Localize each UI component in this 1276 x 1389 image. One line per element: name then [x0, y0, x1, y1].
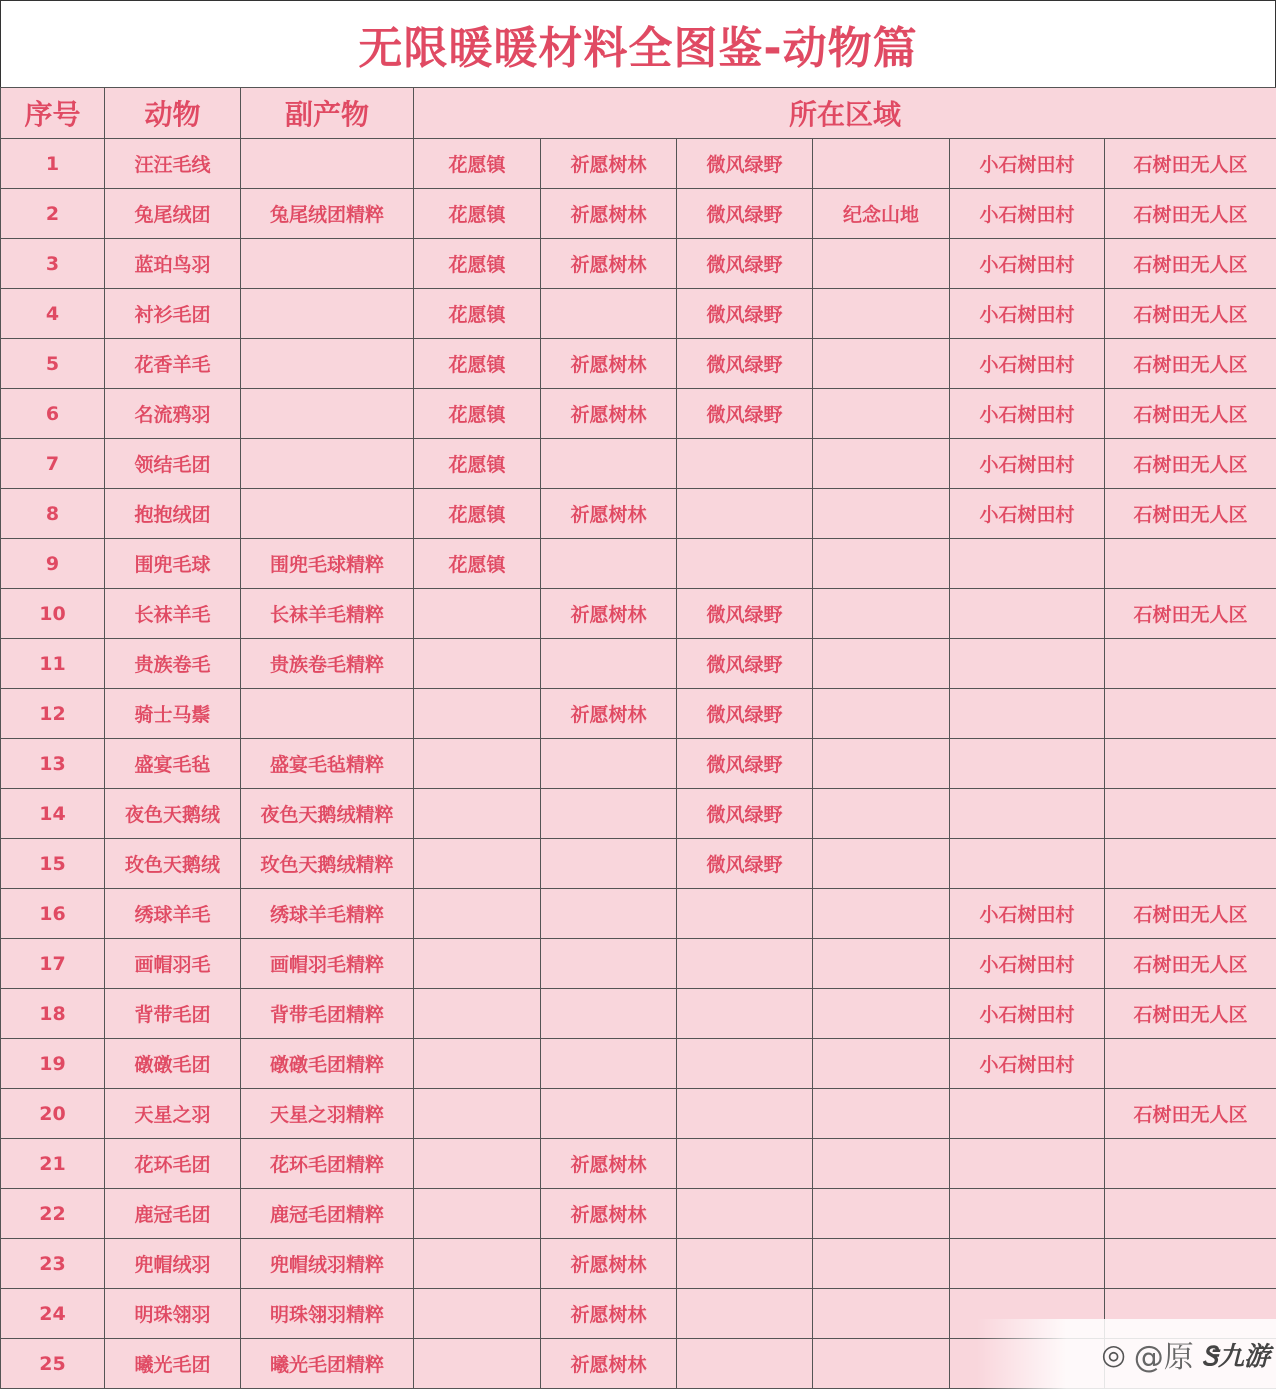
cell-region: [1105, 639, 1276, 689]
cell-region: [950, 589, 1105, 639]
cell-region: 石树田无人区: [1105, 339, 1276, 389]
cell-byproduct: [241, 389, 414, 439]
cell-region: 小石树田村: [950, 139, 1105, 189]
cell-region: [541, 789, 677, 839]
cell-index: 2: [1, 189, 105, 239]
cell-region: [813, 1339, 950, 1389]
cell-byproduct: [241, 339, 414, 389]
cell-region: 小石树田村: [950, 939, 1105, 989]
cell-index: 17: [1, 939, 105, 989]
cell-region: [1105, 739, 1276, 789]
cell-index: 9: [1, 539, 105, 589]
cell-byproduct: 曦光毛团精粹: [241, 1339, 414, 1389]
cell-region: 祈愿树林: [541, 1189, 677, 1239]
cell-region: [414, 1139, 541, 1189]
header-animal: 动物: [105, 88, 241, 139]
cell-byproduct: 画帽羽毛精粹: [241, 939, 414, 989]
cell-region: [950, 839, 1105, 889]
cell-region: [813, 439, 950, 489]
cell-region: [677, 889, 813, 939]
cell-region: 花愿镇: [414, 289, 541, 339]
cell-region: [813, 289, 950, 339]
cell-region: [950, 1189, 1105, 1239]
cell-region: 微风绿野: [677, 789, 813, 839]
cell-region: [813, 639, 950, 689]
cell-region: [813, 1089, 950, 1139]
cell-region: 花愿镇: [414, 189, 541, 239]
cell-region: 花愿镇: [414, 139, 541, 189]
cell-region: [813, 839, 950, 889]
cell-region: [813, 1189, 950, 1239]
cell-index: 5: [1, 339, 105, 389]
cell-region: [813, 339, 950, 389]
cell-byproduct: [241, 439, 414, 489]
cell-region: 祈愿树林: [541, 689, 677, 739]
cell-region: 石树田无人区: [1105, 439, 1276, 489]
cell-index: 3: [1, 239, 105, 289]
cell-region: 微风绿野: [677, 839, 813, 889]
watermark: [976, 1319, 1276, 1389]
cell-animal: 花香羊毛: [105, 339, 241, 389]
table-row: [1, 1039, 1276, 1089]
materials-table: [0, 87, 1276, 1389]
cell-region: [414, 839, 541, 889]
cell-index: 12: [1, 689, 105, 739]
cell-animal: 衬衫毛团: [105, 289, 241, 339]
cell-region: [414, 739, 541, 789]
cell-region: [677, 989, 813, 1039]
table-row: [1, 1189, 1276, 1239]
table-row: [1, 439, 1276, 489]
cell-region: 石树田无人区: [1105, 289, 1276, 339]
cell-byproduct: 鹿冠毛团精粹: [241, 1189, 414, 1239]
cell-byproduct: 盛宴毛毡精粹: [241, 739, 414, 789]
cell-region: [541, 1089, 677, 1139]
cell-index: 1: [1, 139, 105, 189]
cell-byproduct: 玫色天鹅绒精粹: [241, 839, 414, 889]
cell-region: 花愿镇: [414, 339, 541, 389]
cell-region: [414, 589, 541, 639]
cell-animal: 骑士马鬃: [105, 689, 241, 739]
table-row: [1, 539, 1276, 589]
cell-region: [414, 1239, 541, 1289]
cell-index: 21: [1, 1139, 105, 1189]
cell-animal: 花环毛团: [105, 1139, 241, 1189]
cell-index: 16: [1, 889, 105, 939]
cell-animal: 明珠翎羽: [105, 1289, 241, 1339]
cell-index: 25: [1, 1339, 105, 1389]
table-row: [1, 389, 1276, 439]
cell-index: 14: [1, 789, 105, 839]
cell-region: 石树田无人区: [1105, 889, 1276, 939]
cell-region: 祈愿树林: [541, 389, 677, 439]
watermark-logo: Ꮥ九游: [1201, 1341, 1270, 1372]
cell-region: [414, 1089, 541, 1139]
cell-region: [1105, 1039, 1276, 1089]
cell-index: 24: [1, 1289, 105, 1339]
cell-region: [414, 1289, 541, 1339]
table-row: [1, 989, 1276, 1039]
cell-index: 6: [1, 389, 105, 439]
cell-region: 小石树田村: [950, 389, 1105, 439]
cell-animal: 领结毛团: [105, 439, 241, 489]
cell-region: [677, 1089, 813, 1139]
cell-animal: 贵族卷毛: [105, 639, 241, 689]
cell-region: 微风绿野: [677, 689, 813, 739]
cell-region: [414, 689, 541, 739]
cell-region: 祈愿树林: [541, 239, 677, 289]
cell-index: 11: [1, 639, 105, 689]
cell-region: [414, 1189, 541, 1239]
cell-region: [813, 989, 950, 1039]
cell-index: 23: [1, 1239, 105, 1289]
cell-region: [677, 939, 813, 989]
cell-region: 花愿镇: [414, 539, 541, 589]
table-row: [1, 589, 1276, 639]
cell-region: [677, 1289, 813, 1339]
weibo-icon: ◎: [1101, 1337, 1126, 1371]
cell-region: 石树田无人区: [1105, 989, 1276, 1039]
cell-byproduct: 天星之羽精粹: [241, 1089, 414, 1139]
cell-animal: 背带毛团: [105, 989, 241, 1039]
page-title: 无限暖暖材料全图鉴-动物篇: [358, 23, 918, 74]
cell-index: 15: [1, 839, 105, 889]
cell-region: 花愿镇: [414, 489, 541, 539]
table-row: [1, 239, 1276, 289]
cell-region: [813, 939, 950, 989]
table-row: [1, 639, 1276, 689]
table-row: [1, 1239, 1276, 1289]
cell-region: 石树田无人区: [1105, 239, 1276, 289]
cell-region: [813, 489, 950, 539]
cell-region: [1105, 1239, 1276, 1289]
table-row: [1, 739, 1276, 789]
cell-index: 8: [1, 489, 105, 539]
cell-byproduct: [241, 289, 414, 339]
cell-region: 小石树田村: [950, 889, 1105, 939]
cell-region: [813, 689, 950, 739]
cell-index: 4: [1, 289, 105, 339]
cell-region: [813, 1289, 950, 1339]
cell-region: [950, 739, 1105, 789]
cell-region: [813, 589, 950, 639]
cell-animal: 盛宴毛毡: [105, 739, 241, 789]
cell-region: [541, 989, 677, 1039]
cell-animal: 玫色天鹅绒: [105, 839, 241, 889]
table-row: [1, 689, 1276, 739]
cell-byproduct: 明珠翎羽精粹: [241, 1289, 414, 1339]
cell-region: 小石树田村: [950, 289, 1105, 339]
table-row: [1, 939, 1276, 989]
table-row: [1, 139, 1276, 189]
cell-region: 微风绿野: [677, 739, 813, 789]
cell-region: [541, 739, 677, 789]
cell-region: [813, 789, 950, 839]
cell-region: [414, 639, 541, 689]
table-row: [1, 839, 1276, 889]
cell-region: [414, 789, 541, 839]
cell-byproduct: 花环毛团精粹: [241, 1139, 414, 1189]
cell-region: [541, 289, 677, 339]
cell-animal: 抱抱绒团: [105, 489, 241, 539]
cell-region: [1105, 539, 1276, 589]
cell-region: [813, 139, 950, 189]
cell-region: 祈愿树林: [541, 1339, 677, 1389]
cell-animal: 汪汪毛线: [105, 139, 241, 189]
table-row: [1, 1139, 1276, 1189]
cell-animal: 画帽羽毛: [105, 939, 241, 989]
cell-region: 微风绿野: [677, 189, 813, 239]
cell-region: [677, 489, 813, 539]
cell-region: [813, 739, 950, 789]
cell-region: [1105, 789, 1276, 839]
cell-region: 石树田无人区: [1105, 139, 1276, 189]
cell-region: [541, 639, 677, 689]
cell-region: [414, 889, 541, 939]
table-row: [1, 339, 1276, 389]
cell-region: [414, 1339, 541, 1389]
cell-region: 石树田无人区: [1105, 1089, 1276, 1139]
cell-index: 13: [1, 739, 105, 789]
cell-animal: 曦光毛团: [105, 1339, 241, 1389]
cell-animal: 蓝珀鸟羽: [105, 239, 241, 289]
cell-region: 祈愿树林: [541, 1239, 677, 1289]
cell-region: [813, 889, 950, 939]
header-byproduct: 副产物: [241, 88, 414, 139]
cell-region: [541, 839, 677, 889]
cell-animal: 名流鸦羽: [105, 389, 241, 439]
cell-region: 微风绿野: [677, 639, 813, 689]
cell-index: 7: [1, 439, 105, 489]
cell-region: [541, 889, 677, 939]
cell-region: [813, 389, 950, 439]
cell-region: 花愿镇: [414, 439, 541, 489]
table-body: [1, 139, 1276, 1389]
table-row: [1, 289, 1276, 339]
cell-region: [541, 539, 677, 589]
cell-byproduct: [241, 489, 414, 539]
cell-byproduct: 贵族卷毛精粹: [241, 639, 414, 689]
cell-region: [414, 989, 541, 1039]
cell-region: 石树田无人区: [1105, 589, 1276, 639]
cell-region: 祈愿树林: [541, 1289, 677, 1339]
cell-animal: 围兜毛球: [105, 539, 241, 589]
table-row: [1, 1089, 1276, 1139]
cell-byproduct: [241, 139, 414, 189]
cell-region: 花愿镇: [414, 389, 541, 439]
cell-region: [813, 1139, 950, 1189]
cell-region: 祈愿树林: [541, 589, 677, 639]
cell-byproduct: 兜帽绒羽精粹: [241, 1239, 414, 1289]
cell-region: 小石树田村: [950, 989, 1105, 1039]
cell-region: [950, 1239, 1105, 1289]
cell-region: [1105, 839, 1276, 889]
cell-byproduct: [241, 239, 414, 289]
cell-region: 微风绿野: [677, 239, 813, 289]
cell-region: 花愿镇: [414, 239, 541, 289]
cell-region: [950, 1089, 1105, 1139]
cell-region: [950, 789, 1105, 839]
table-row: [1, 189, 1276, 239]
cell-animal: 兜帽绒羽: [105, 1239, 241, 1289]
cell-region: [541, 439, 677, 489]
cell-region: [950, 1139, 1105, 1189]
header-regions: 所在区域: [414, 88, 1276, 139]
cell-region: 石树田无人区: [1105, 189, 1276, 239]
cell-region: [813, 539, 950, 589]
cell-region: [950, 639, 1105, 689]
cell-region: [677, 1239, 813, 1289]
cell-animal: 夜色天鹅绒: [105, 789, 241, 839]
cell-region: 微风绿野: [677, 389, 813, 439]
table-row: [1, 489, 1276, 539]
cell-region: [677, 539, 813, 589]
header-index: 序号: [1, 88, 105, 139]
cell-index: 20: [1, 1089, 105, 1139]
cell-region: [677, 1189, 813, 1239]
table-row: [1, 789, 1276, 839]
cell-region: [677, 439, 813, 489]
cell-byproduct: 夜色天鹅绒精粹: [241, 789, 414, 839]
cell-animal: 长袜羊毛: [105, 589, 241, 639]
cell-region: 微风绿野: [677, 589, 813, 639]
cell-index: 22: [1, 1189, 105, 1239]
cell-region: 微风绿野: [677, 339, 813, 389]
cell-region: 小石树田村: [950, 189, 1105, 239]
cell-region: [414, 939, 541, 989]
cell-region: 小石树田村: [950, 339, 1105, 389]
cell-region: [677, 1139, 813, 1189]
cell-region: [813, 1239, 950, 1289]
cell-region: [950, 689, 1105, 739]
cell-region: 石树田无人区: [1105, 389, 1276, 439]
cell-animal: 绣球羊毛: [105, 889, 241, 939]
cell-region: 祈愿树林: [541, 339, 677, 389]
cell-byproduct: [241, 689, 414, 739]
title-bar: [0, 0, 1276, 87]
cell-region: 微风绿野: [677, 289, 813, 339]
cell-byproduct: 兔尾绒团精粹: [241, 189, 414, 239]
cell-region: 小石树田村: [950, 439, 1105, 489]
cell-region: 石树田无人区: [1105, 939, 1276, 989]
cell-byproduct: 围兜毛球精粹: [241, 539, 414, 589]
cell-region: [813, 239, 950, 289]
cell-byproduct: 绣球羊毛精粹: [241, 889, 414, 939]
watermark-text: @原: [1133, 1340, 1194, 1375]
cell-region: [677, 1039, 813, 1089]
cell-byproduct: 长袜羊毛精粹: [241, 589, 414, 639]
cell-animal: 鹿冠毛团: [105, 1189, 241, 1239]
cell-region: [677, 1339, 813, 1389]
cell-region: [950, 539, 1105, 589]
cell-region: 小石树田村: [950, 489, 1105, 539]
cell-region: 祈愿树林: [541, 139, 677, 189]
cell-region: 祈愿树林: [541, 1139, 677, 1189]
cell-region: [541, 1039, 677, 1089]
cell-region: [1105, 1139, 1276, 1189]
cell-region: 石树田无人区: [1105, 489, 1276, 539]
cell-byproduct: 背带毛团精粹: [241, 989, 414, 1039]
cell-index: 10: [1, 589, 105, 639]
cell-region: [1105, 689, 1276, 739]
cell-region: 祈愿树林: [541, 489, 677, 539]
cell-animal: 天星之羽: [105, 1089, 241, 1139]
cell-animal: 兔尾绒团: [105, 189, 241, 239]
cell-index: 18: [1, 989, 105, 1039]
cell-region: [414, 1039, 541, 1089]
cell-index: 19: [1, 1039, 105, 1089]
table-row: [1, 889, 1276, 939]
cell-region: [1105, 1189, 1276, 1239]
cell-region: 纪念山地: [813, 189, 950, 239]
cell-region: 小石树田村: [950, 239, 1105, 289]
cell-byproduct: 礅礅毛团精粹: [241, 1039, 414, 1089]
cell-animal: 礅礅毛团: [105, 1039, 241, 1089]
cell-region: 微风绿野: [677, 139, 813, 189]
cell-region: 祈愿树林: [541, 189, 677, 239]
cell-region: [813, 1039, 950, 1089]
cell-region: 小石树田村: [950, 1039, 1105, 1089]
header-row: [1, 88, 1276, 139]
cell-region: [541, 939, 677, 989]
